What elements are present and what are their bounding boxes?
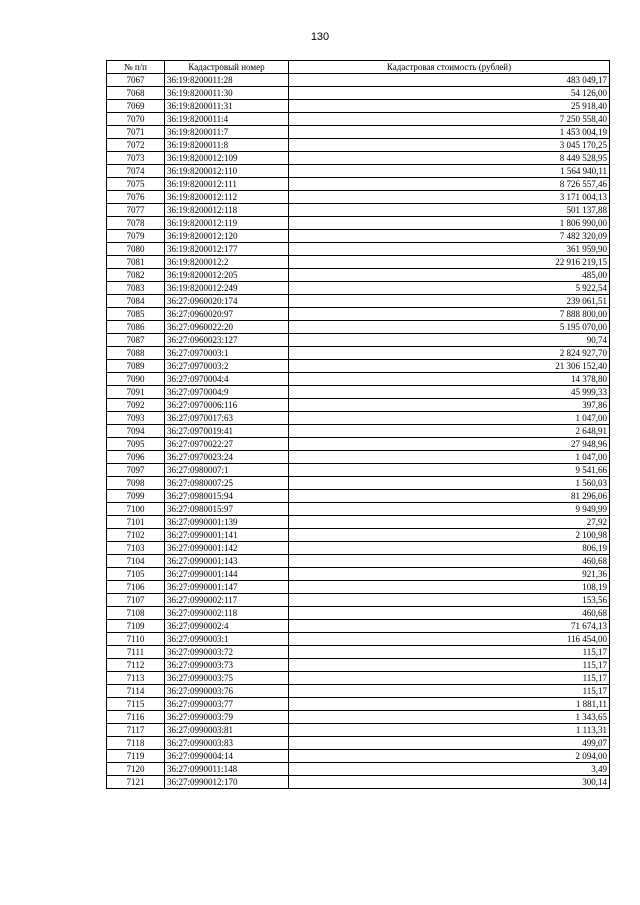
cadastral-value-cell: 7 250 558,40 — [289, 113, 610, 126]
cadastral-number-cell: 36:19:8200011:31 — [165, 100, 289, 113]
cadastral-number-cell: 36:27:0970023:24 — [165, 451, 289, 464]
row-number-cell: 7078 — [107, 217, 165, 230]
row-number-cell: 7088 — [107, 347, 165, 360]
row-number-cell: 7068 — [107, 87, 165, 100]
cadastral-value-cell: 115,17 — [289, 659, 610, 672]
cadastral-value-cell: 81 296,06 — [289, 490, 610, 503]
cadastral-number-cell: 36:27:0990003:73 — [165, 659, 289, 672]
cadastral-value-cell: 3,49 — [289, 763, 610, 776]
cadastral-number-cell: 36:27:0990002:118 — [165, 607, 289, 620]
cadastral-number-cell: 36:19:8200012:120 — [165, 230, 289, 243]
row-number-cell: 7067 — [107, 74, 165, 87]
row-number-cell: 7101 — [107, 516, 165, 529]
table-row — [107, 555, 610, 568]
table-row — [107, 451, 610, 464]
row-number-cell: 7111 — [107, 646, 165, 659]
cadastral-value-cell: 90,74 — [289, 334, 610, 347]
row-number-cell: 7070 — [107, 113, 165, 126]
row-number-cell: 7120 — [107, 763, 165, 776]
table-row — [107, 750, 610, 763]
cadastral-number-cell: 36:19:8200012:205 — [165, 269, 289, 282]
cadastral-number-cell: 36:19:8200012:118 — [165, 204, 289, 217]
table-row — [107, 490, 610, 503]
cadastral-number-cell: 36:19:8200011:30 — [165, 87, 289, 100]
table-row — [107, 178, 610, 191]
row-number-cell: 7071 — [107, 126, 165, 139]
table-row — [107, 438, 610, 451]
header-row-number: № п/п — [107, 61, 165, 74]
cadastral-value-cell: 9 541,66 — [289, 464, 610, 477]
cadastral-value-cell: 8 726 557,46 — [289, 178, 610, 191]
table-row — [107, 269, 610, 282]
cadastral-number-cell: 36:27:0980007:1 — [165, 464, 289, 477]
cadastral-number-cell: 36:19:8200012:112 — [165, 191, 289, 204]
cadastral-value-cell: 1 560,03 — [289, 477, 610, 490]
row-number-cell: 7102 — [107, 529, 165, 542]
cadastral-value-cell: 1 113,31 — [289, 724, 610, 737]
row-number-cell: 7112 — [107, 659, 165, 672]
row-number-cell: 7086 — [107, 321, 165, 334]
cadastral-value-cell: 1 047,00 — [289, 412, 610, 425]
cadastral-value-cell: 460,68 — [289, 607, 610, 620]
cadastral-number-cell: 36:27:0990001:141 — [165, 529, 289, 542]
cadastral-number-cell: 36:27:0990003:76 — [165, 685, 289, 698]
table-row — [107, 74, 610, 87]
cadastral-value-cell: 115,17 — [289, 646, 610, 659]
header-cadastral-number: Кадастровый номер — [165, 61, 289, 74]
cadastral-number-cell: 36:19:8200011:7 — [165, 126, 289, 139]
table-row — [107, 230, 610, 243]
table-row — [107, 568, 610, 581]
table-row — [107, 295, 610, 308]
cadastral-number-cell: 36:27:0980015:97 — [165, 503, 289, 516]
row-number-cell: 7096 — [107, 451, 165, 464]
row-number-cell: 7104 — [107, 555, 165, 568]
cadastral-value-cell: 1 343,65 — [289, 711, 610, 724]
cadastral-number-cell: 36:19:8200011:28 — [165, 74, 289, 87]
row-number-cell: 7077 — [107, 204, 165, 217]
table-row — [107, 347, 610, 360]
cadastral-value-cell: 3 045 170,25 — [289, 139, 610, 152]
row-number-cell: 7109 — [107, 620, 165, 633]
cadastral-number-cell: 36:27:0970017:63 — [165, 412, 289, 425]
row-number-cell: 7082 — [107, 269, 165, 282]
table-row — [107, 87, 610, 100]
table-row — [107, 217, 610, 230]
cadastral-value-cell: 27 948,96 — [289, 438, 610, 451]
row-number-cell: 7083 — [107, 282, 165, 295]
cadastral-value-cell: 2 648,91 — [289, 425, 610, 438]
cadastral-value-cell: 806,19 — [289, 542, 610, 555]
cadastral-value-cell: 71 674,13 — [289, 620, 610, 633]
table-row — [107, 165, 610, 178]
row-number-cell: 7093 — [107, 412, 165, 425]
cadastral-value-cell: 7 888 800,00 — [289, 308, 610, 321]
cadastral-number-cell: 36:27:0990001:143 — [165, 555, 289, 568]
cadastral-number-cell: 36:27:0960020:97 — [165, 308, 289, 321]
row-number-cell: 7075 — [107, 178, 165, 191]
cadastral-value-cell: 1 881,11 — [289, 698, 610, 711]
cadastral-number-cell: 36:27:0970003:1 — [165, 347, 289, 360]
table-row — [107, 152, 610, 165]
cadastral-value-cell: 153,56 — [289, 594, 610, 607]
cadastral-number-cell: 36:27:0990001:139 — [165, 516, 289, 529]
row-number-cell: 7099 — [107, 490, 165, 503]
table-row — [107, 724, 610, 737]
cadastral-number-cell: 36:27:0990002:117 — [165, 594, 289, 607]
cadastral-value-cell: 25 918,40 — [289, 100, 610, 113]
row-number-cell: 7117 — [107, 724, 165, 737]
cadastral-number-cell: 36:27:0990003:79 — [165, 711, 289, 724]
table-row — [107, 646, 610, 659]
cadastral-value-table — [106, 60, 610, 789]
cadastral-number-cell: 36:27:0990001:144 — [165, 568, 289, 581]
cadastral-value-cell: 1 047,00 — [289, 451, 610, 464]
cadastral-value-cell: 45 999,33 — [289, 386, 610, 399]
table-row — [107, 321, 610, 334]
cadastral-number-cell: 36:27:0980007:25 — [165, 477, 289, 490]
cadastral-number-cell: 36:27:0990003:75 — [165, 672, 289, 685]
table-row — [107, 100, 610, 113]
cadastral-number-cell: 36:27:0990001:142 — [165, 542, 289, 555]
row-number-cell: 7092 — [107, 399, 165, 412]
table-row — [107, 243, 610, 256]
cadastral-number-cell: 36:19:8200012:249 — [165, 282, 289, 295]
table-row — [107, 763, 610, 776]
row-number-cell: 7121 — [107, 776, 165, 789]
table-row — [107, 607, 610, 620]
cadastral-number-cell: 36:27:0960022:20 — [165, 321, 289, 334]
cadastral-value-cell: 14 378,80 — [289, 373, 610, 386]
cadastral-value-cell: 22 916 219,15 — [289, 256, 610, 269]
cadastral-number-cell: 36:27:0970019:41 — [165, 425, 289, 438]
row-number-cell: 7113 — [107, 672, 165, 685]
cadastral-number-cell: 36:27:0990012:170 — [165, 776, 289, 789]
row-number-cell: 7097 — [107, 464, 165, 477]
cadastral-number-cell: 36:19:8200012:110 — [165, 165, 289, 178]
cadastral-number-cell: 36:27:0990002:4 — [165, 620, 289, 633]
cadastral-value-cell: 921,36 — [289, 568, 610, 581]
cadastral-value-cell: 397,86 — [289, 399, 610, 412]
table-row — [107, 360, 610, 373]
cadastral-value-cell: 239 061,51 — [289, 295, 610, 308]
row-number-cell: 7100 — [107, 503, 165, 516]
table-row — [107, 529, 610, 542]
table-row — [107, 113, 610, 126]
table-header-row — [107, 61, 610, 74]
cadastral-number-cell: 36:27:0970022:27 — [165, 438, 289, 451]
table-row — [107, 633, 610, 646]
cadastral-value-cell: 499,07 — [289, 737, 610, 750]
cadastral-number-cell: 36:27:0990003:1 — [165, 633, 289, 646]
cadastral-number-cell: 36:27:0990001:147 — [165, 581, 289, 594]
table-row — [107, 503, 610, 516]
cadastral-number-cell: 36:19:8200012:177 — [165, 243, 289, 256]
cadastral-number-cell: 36:19:8200011:4 — [165, 113, 289, 126]
cadastral-value-cell: 5 922,54 — [289, 282, 610, 295]
table-row — [107, 256, 610, 269]
table-row — [107, 620, 610, 633]
table-row — [107, 672, 610, 685]
row-number-cell: 7089 — [107, 360, 165, 373]
table-row — [107, 711, 610, 724]
table-row — [107, 542, 610, 555]
cadastral-value-cell: 2 824 927,70 — [289, 347, 610, 360]
cadastral-value-cell: 2 100,98 — [289, 529, 610, 542]
page-number: 130 — [310, 31, 330, 43]
cadastral-number-cell: 36:27:0970006:116 — [165, 399, 289, 412]
row-number-cell: 7080 — [107, 243, 165, 256]
row-number-cell: 7091 — [107, 386, 165, 399]
row-number-cell: 7094 — [107, 425, 165, 438]
cadastral-value-cell: 5 195 070,00 — [289, 321, 610, 334]
cadastral-value-cell: 3 171 004,13 — [289, 191, 610, 204]
cadastral-value-cell: 1 806 990,00 — [289, 217, 610, 230]
table-row — [107, 334, 610, 347]
table-row — [107, 308, 610, 321]
cadastral-number-cell: 36:27:0990011:148 — [165, 763, 289, 776]
row-number-cell: 7079 — [107, 230, 165, 243]
cadastral-value-cell: 483 049,17 — [289, 74, 610, 87]
cadastral-value-cell: 460,68 — [289, 555, 610, 568]
cadastral-number-cell: 36:27:0990003:81 — [165, 724, 289, 737]
cadastral-number-cell: 36:19:8200011:8 — [165, 139, 289, 152]
row-number-cell: 7108 — [107, 607, 165, 620]
row-number-cell: 7069 — [107, 100, 165, 113]
row-number-cell: 7105 — [107, 568, 165, 581]
row-number-cell: 7114 — [107, 685, 165, 698]
cadastral-number-cell: 36:27:0960023:127 — [165, 334, 289, 347]
row-number-cell: 7116 — [107, 711, 165, 724]
table-row — [107, 386, 610, 399]
row-number-cell: 7103 — [107, 542, 165, 555]
table-row — [107, 516, 610, 529]
table-body — [107, 74, 610, 789]
cadastral-value-cell: 21 306 152,40 — [289, 360, 610, 373]
cadastral-number-cell: 36:27:0970004:4 — [165, 373, 289, 386]
table-row — [107, 581, 610, 594]
cadastral-value-cell: 27,92 — [289, 516, 610, 529]
table-row — [107, 399, 610, 412]
table-row — [107, 477, 610, 490]
cadastral-number-cell: 36:19:8200012:111 — [165, 178, 289, 191]
table-row — [107, 191, 610, 204]
cadastral-number-cell: 36:27:0980015:94 — [165, 490, 289, 503]
table-row — [107, 698, 610, 711]
cadastral-number-cell: 36:27:0960020:174 — [165, 295, 289, 308]
table-row — [107, 464, 610, 477]
table-row — [107, 659, 610, 672]
cadastral-number-cell: 36:27:0990003:83 — [165, 737, 289, 750]
cadastral-number-cell: 36:27:0970003:2 — [165, 360, 289, 373]
cadastral-value-cell: 7 482 320,09 — [289, 230, 610, 243]
table-row — [107, 282, 610, 295]
row-number-cell: 7084 — [107, 295, 165, 308]
row-number-cell: 7074 — [107, 165, 165, 178]
cadastral-value-cell: 116 454,00 — [289, 633, 610, 646]
table-row — [107, 685, 610, 698]
row-number-cell: 7073 — [107, 152, 165, 165]
cadastral-value-cell: 115,17 — [289, 672, 610, 685]
row-number-cell: 7095 — [107, 438, 165, 451]
row-number-cell: 7098 — [107, 477, 165, 490]
cadastral-value-cell: 501 137,88 — [289, 204, 610, 217]
cadastral-number-cell: 36:27:0990004:14 — [165, 750, 289, 763]
cadastral-value-cell: 2 094,00 — [289, 750, 610, 763]
table-row — [107, 594, 610, 607]
cadastral-value-cell: 1 453 004,19 — [289, 126, 610, 139]
row-number-cell: 7107 — [107, 594, 165, 607]
cadastral-number-cell: 36:27:0970004:9 — [165, 386, 289, 399]
table-row — [107, 776, 610, 789]
table-row — [107, 373, 610, 386]
table-row — [107, 126, 610, 139]
row-number-cell: 7118 — [107, 737, 165, 750]
row-number-cell: 7106 — [107, 581, 165, 594]
row-number-cell: 7076 — [107, 191, 165, 204]
cadastral-value-cell: 8 449 528,95 — [289, 152, 610, 165]
cadastral-number-cell: 36:27:0990003:77 — [165, 698, 289, 711]
cadastral-value-cell: 9 949,99 — [289, 503, 610, 516]
cadastral-value-cell: 300,14 — [289, 776, 610, 789]
row-number-cell: 7072 — [107, 139, 165, 152]
cadastral-value-cell: 115,17 — [289, 685, 610, 698]
table-row — [107, 425, 610, 438]
table-row — [107, 737, 610, 750]
row-number-cell: 7090 — [107, 373, 165, 386]
cadastral-number-cell: 36:19:8200012:119 — [165, 217, 289, 230]
row-number-cell: 7110 — [107, 633, 165, 646]
cadastral-value-cell: 108,19 — [289, 581, 610, 594]
row-number-cell: 7115 — [107, 698, 165, 711]
cadastral-number-cell: 36:19:8200012:109 — [165, 152, 289, 165]
cadastral-value-cell: 54 126,00 — [289, 87, 610, 100]
row-number-cell: 7087 — [107, 334, 165, 347]
row-number-cell: 7119 — [107, 750, 165, 763]
cadastral-value-cell: 361 959,90 — [289, 243, 610, 256]
header-cadastral-value: Кадастровая стоимость (рублей) — [289, 61, 610, 74]
cadastral-number-cell: 36:19:8200012:2 — [165, 256, 289, 269]
cadastral-value-cell: 485,00 — [289, 269, 610, 282]
table-row — [107, 412, 610, 425]
row-number-cell: 7085 — [107, 308, 165, 321]
table-row — [107, 139, 610, 152]
cadastral-value-cell: 1 564 940,11 — [289, 165, 610, 178]
row-number-cell: 7081 — [107, 256, 165, 269]
table-row — [107, 204, 610, 217]
cadastral-number-cell: 36:27:0990003:72 — [165, 646, 289, 659]
